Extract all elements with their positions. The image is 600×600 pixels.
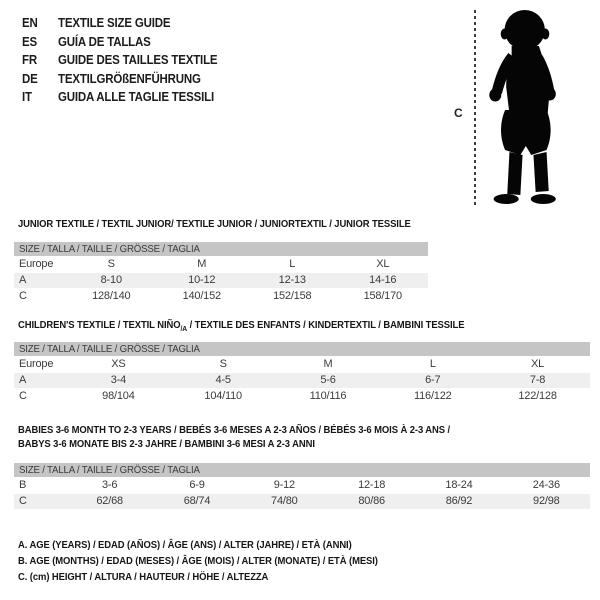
size-header-text: SIZE / TALLA / TAILLE / GRÖSSE / TAGLIA (19, 243, 200, 255)
language-row-fr (22, 51, 231, 70)
size-cell: 62/68 (96, 495, 123, 507)
size-cell: S (107, 258, 115, 270)
size-cell: 6-9 (189, 479, 205, 491)
children-title-subscript: /A (180, 324, 188, 334)
junior-table-title: JUNIOR TEXTILE / TEXTIL JUNIOR/ TEXTILE JUNIOR / JUNIORTEXTIL / JUNIOR TESSILE (18, 218, 411, 230)
height-measure-label: C (454, 106, 463, 120)
children-title-part1: CHILDREN'S TEXTILE / TEXTIL NIÑO (18, 319, 181, 331)
legend-footnotes (18, 538, 418, 585)
children-table-title (18, 318, 464, 336)
language-label: TEXTILGRÖßENFÜHRUNG (58, 71, 201, 86)
language-row-en (22, 14, 231, 33)
size-header-bar (14, 342, 590, 356)
size-cell: 18-24 (445, 479, 473, 491)
size-cell: 128/140 (92, 290, 131, 302)
row-label: Europe (19, 258, 54, 270)
size-cell: 86/92 (445, 495, 473, 507)
size-cell: M (197, 258, 207, 270)
size-cell: 3-4 (110, 374, 127, 386)
footnote-b: B. AGE (MONTHS) / EDAD (MESES) / ÂGE (MOIS) / ALTER (MONATE) / ETÀ (MESI) (18, 554, 378, 567)
row-label: C (19, 495, 27, 507)
size-cell: S (219, 358, 227, 370)
size-cell: L (429, 358, 436, 370)
size-header-bar (14, 463, 590, 477)
language-label: GUIDA ALLE TAGLIE TESSILI (58, 90, 214, 105)
size-cell: 122/128 (518, 390, 557, 402)
size-cell: XL (531, 358, 545, 370)
size-cell: XL (376, 258, 390, 270)
junior-table (14, 242, 428, 304)
size-cell: 92/98 (533, 495, 560, 507)
size-cell: 3-6 (102, 479, 118, 491)
size-cell: 74/80 (271, 495, 298, 507)
babies-title-line2: BABYS 3-6 MONATE BIS 2-3 JAHRE / BAMBINI 3-6 MESI A 2-3 ANNI (18, 438, 315, 450)
language-code: FR (22, 53, 37, 68)
footnote-a: A. AGE (YEARS) / EDAD (AÑOS) / ÂGE (ANS) / ALTER (JAHRE) / ETÀ (ANNI) (18, 539, 352, 551)
row-label: B (19, 479, 27, 491)
size-cell: 80/86 (358, 495, 385, 507)
size-cell: 140/152 (182, 290, 221, 302)
size-cell: 14-16 (369, 274, 397, 286)
language-row-it (22, 88, 231, 107)
size-cell: 158/170 (363, 290, 402, 302)
language-title-list (22, 14, 231, 107)
size-cell: 10-12 (188, 274, 216, 286)
size-cell: L (289, 258, 296, 270)
table-row-age-months (14, 478, 590, 493)
size-cell: 116/122 (414, 390, 452, 402)
size-cell: 104/110 (204, 390, 242, 402)
children-table (14, 342, 590, 404)
language-label: GUIDE DES TAILLES TEXTILE (58, 53, 218, 68)
row-label: A (19, 374, 27, 386)
size-cell: 7-8 (529, 374, 546, 386)
size-header-text: SIZE / TALLA / TAILLE / GRÖSSE / TAGLIA (19, 343, 200, 355)
language-row-de (22, 70, 231, 89)
language-code: DE (22, 71, 38, 86)
children-title-part2: / TEXTILE DES ENFANTS / KINDERTEXTIL / BAMBINI TESSILE (187, 319, 465, 331)
size-cell: 152/158 (273, 290, 312, 302)
table-row-height (14, 289, 428, 304)
baby-silhouette-icon (480, 8, 576, 208)
row-label: Europe (19, 358, 54, 370)
size-cell: 68/74 (183, 495, 211, 507)
language-code: ES (22, 34, 37, 49)
size-cell: 110/116 (309, 390, 347, 402)
size-header-text: SIZE / TALLA / TAILLE / GRÖSSE / TAGLIA (19, 464, 200, 476)
language-label: GUÍA DE TALLAS (58, 34, 151, 49)
size-cell: 24-36 (532, 479, 560, 491)
babies-title-line1: BABIES 3-6 MONTH TO 2-3 YEARS / BEBÉS 3-6 MESES A 2-3 AÑOS / BÉBÉS 3-6 MOIS À 2-3 ANS / (18, 424, 451, 436)
row-label: C (19, 290, 27, 302)
table-row-age-years (14, 373, 590, 388)
language-row-es (22, 33, 231, 52)
table-row-age-years (14, 273, 428, 288)
size-cell: M (323, 358, 333, 370)
size-cell: 5-6 (320, 374, 336, 386)
size-cell: 12-13 (278, 274, 306, 286)
row-label: A (19, 274, 27, 286)
table-row-height (14, 494, 590, 509)
language-code: IT (22, 90, 32, 105)
language-label: TEXTILE SIZE GUIDE (58, 16, 171, 31)
size-cell: 8-10 (100, 274, 122, 286)
babies-table (14, 463, 590, 509)
row-label: C (19, 390, 27, 402)
table-row-europe (14, 257, 428, 272)
height-measure-dotted-line (474, 10, 476, 208)
table-row-height (14, 389, 590, 404)
size-cell: XS (111, 358, 126, 370)
size-header-bar (14, 242, 428, 256)
babies-table-title (18, 423, 450, 451)
size-cell: 6-7 (425, 374, 441, 386)
size-cell: 12-18 (358, 479, 386, 491)
language-code: EN (22, 16, 38, 31)
footnote-c: C. (cm) HEIGHT / ALTURA / HAUTEUR / HÖHE / ALTEZZA (18, 570, 269, 583)
table-row-europe (14, 357, 590, 372)
size-cell: 9-12 (273, 479, 295, 491)
size-cell: 4-5 (215, 374, 231, 386)
size-cell: 98/104 (102, 390, 135, 402)
